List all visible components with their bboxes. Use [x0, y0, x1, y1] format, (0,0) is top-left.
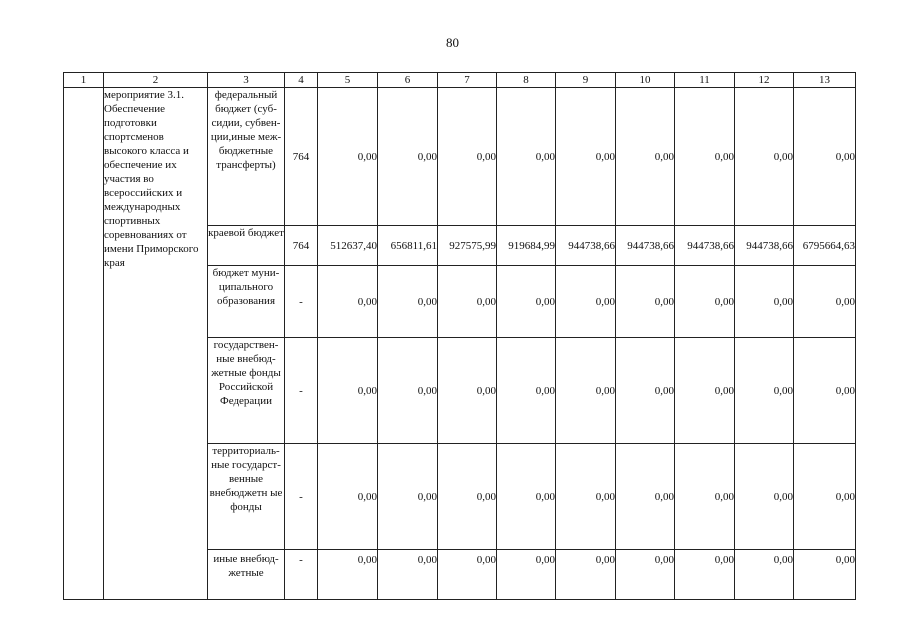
value-cell: 0,00 [497, 88, 556, 226]
value-cell: 6795664,63 [794, 226, 856, 266]
value-cell: 0,00 [318, 338, 378, 444]
value-cell: 0,00 [438, 550, 497, 600]
empty-cell [64, 88, 104, 600]
value-cell: 0,00 [378, 550, 438, 600]
code-cell: - [285, 338, 318, 444]
value-cell: 0,00 [318, 88, 378, 226]
value-cell: 0,00 [556, 444, 616, 550]
source-cell: иные внебюд-жетные [208, 550, 285, 600]
value-cell: 927575,99 [438, 226, 497, 266]
column-header: 6 [378, 73, 438, 88]
value-cell: 512637,40 [318, 226, 378, 266]
code-cell: 764 [285, 226, 318, 266]
value-cell: 0,00 [616, 338, 675, 444]
value-cell: 656811,61 [378, 226, 438, 266]
value-cell: 0,00 [616, 550, 675, 600]
code-cell: - [285, 550, 318, 600]
value-cell: 0,00 [318, 266, 378, 338]
value-cell: 0,00 [675, 550, 735, 600]
value-cell: 0,00 [616, 444, 675, 550]
activity-cell: мероприятие 3.1. Обеспечение подготовки спортсменов высокого класса и обеспечение их участия во всероссийских и международных спортивных соревнованиях от имени Приморского края [104, 88, 208, 600]
column-header: 9 [556, 73, 616, 88]
column-header: 12 [735, 73, 794, 88]
value-cell: 0,00 [794, 444, 856, 550]
value-cell: 0,00 [735, 550, 794, 600]
page-number: 80 [446, 35, 459, 50]
value-cell: 0,00 [735, 444, 794, 550]
source-cell: краевой бюджет [208, 226, 285, 266]
value-cell: 0,00 [438, 444, 497, 550]
value-cell: 0,00 [675, 444, 735, 550]
column-header: 8 [497, 73, 556, 88]
value-cell: 0,00 [438, 88, 497, 226]
source-cell: территориаль-ные государст-венные внебюджетн ые фонды [208, 444, 285, 550]
source-cell: государствен-ные внебюд-жетные фонды Российской Федерации [208, 338, 285, 444]
value-cell: 0,00 [735, 338, 794, 444]
value-cell: 0,00 [438, 338, 497, 444]
column-header: 11 [675, 73, 735, 88]
source-cell: федеральный бюджет (суб-сидии, субвен-ции,иные меж-бюджетные трансферты) [208, 88, 285, 226]
value-cell: 0,00 [438, 266, 497, 338]
value-cell: 919684,99 [497, 226, 556, 266]
value-cell: 0,00 [556, 550, 616, 600]
value-cell: 0,00 [497, 444, 556, 550]
value-cell: 0,00 [616, 266, 675, 338]
source-cell: бюджет муни-ципального образования [208, 266, 285, 338]
value-cell: 0,00 [794, 338, 856, 444]
column-header: 4 [285, 73, 318, 88]
value-cell: 0,00 [378, 444, 438, 550]
value-cell: 944738,66 [675, 226, 735, 266]
value-cell: 0,00 [378, 88, 438, 226]
value-cell: 0,00 [378, 266, 438, 338]
code-cell: - [285, 266, 318, 338]
value-cell: 0,00 [675, 338, 735, 444]
column-header: 2 [104, 73, 208, 88]
value-cell: 0,00 [497, 266, 556, 338]
value-cell: 944738,66 [556, 226, 616, 266]
value-cell: 0,00 [794, 266, 856, 338]
value-cell: 0,00 [497, 550, 556, 600]
value-cell: 944738,66 [735, 226, 794, 266]
value-cell: 944738,66 [616, 226, 675, 266]
code-cell: 764 [285, 88, 318, 226]
value-cell: 0,00 [735, 266, 794, 338]
column-header: 5 [318, 73, 378, 88]
value-cell: 0,00 [675, 266, 735, 338]
value-cell: 0,00 [556, 338, 616, 444]
value-cell: 0,00 [735, 88, 794, 226]
column-header: 1 [64, 73, 104, 88]
table-row [64, 88, 856, 226]
header-row [64, 73, 856, 88]
column-header: 13 [794, 73, 856, 88]
budget-table [63, 72, 856, 600]
value-cell: 0,00 [318, 444, 378, 550]
value-cell: 0,00 [556, 88, 616, 226]
column-header: 7 [438, 73, 497, 88]
value-cell: 0,00 [675, 88, 735, 226]
value-cell: 0,00 [318, 550, 378, 600]
value-cell: 0,00 [794, 88, 856, 226]
value-cell: 0,00 [497, 338, 556, 444]
code-cell: - [285, 444, 318, 550]
column-header: 10 [616, 73, 675, 88]
value-cell: 0,00 [616, 88, 675, 226]
value-cell: 0,00 [556, 266, 616, 338]
value-cell: 0,00 [794, 550, 856, 600]
column-header: 3 [208, 73, 285, 88]
value-cell: 0,00 [378, 338, 438, 444]
